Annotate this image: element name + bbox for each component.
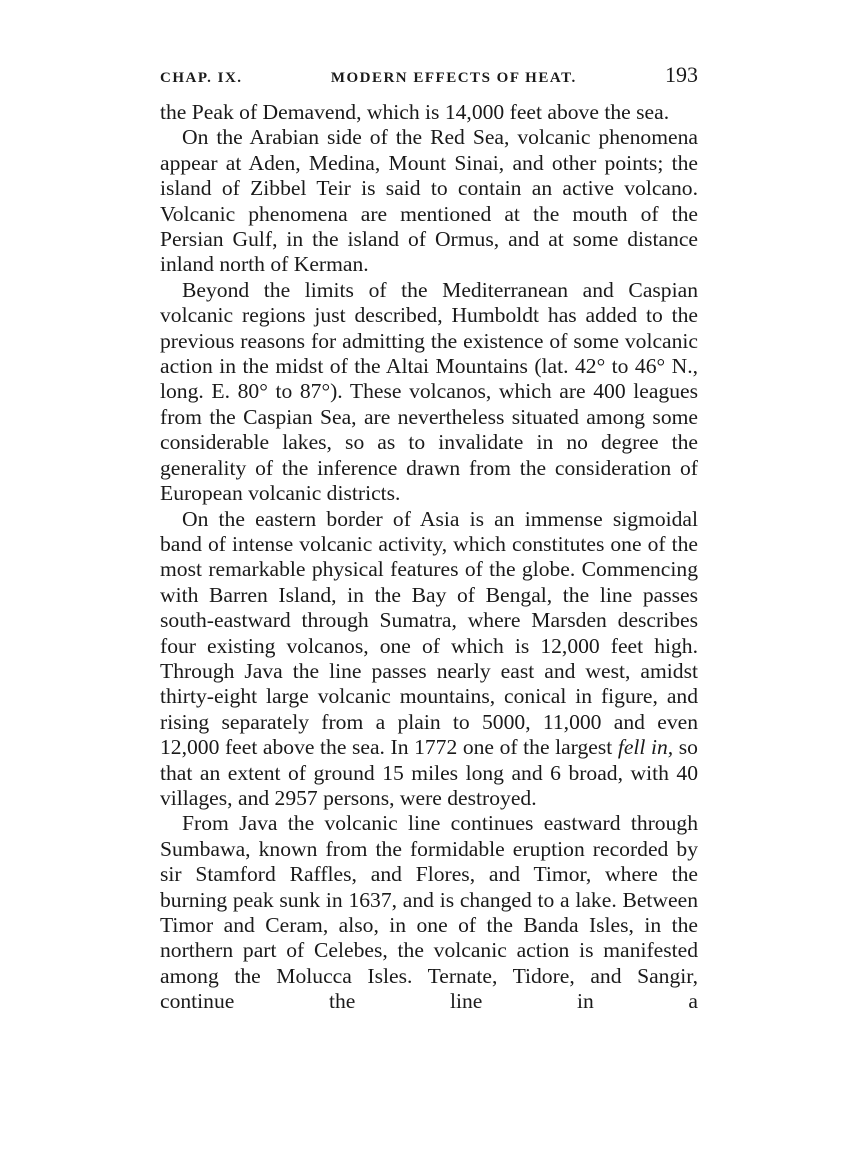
paragraph <box>160 125 698 277</box>
text-run: On the eastern border of Asia is an immense sigmoidal band of intense volcanic activity, which constitutes one of the most remarkable physical features of the globe. Commencing with Barren Island, in the Bay of Bengal, the line passes south-eastward through Sumatra, where Marsden describes four existing volcanos, one of which is 12,000 feet high. Through Java the line passes nearly east and west, amidst thirty-eight large volcanic mountains, conical in figure, and rising separately from a plain to 5000, 11,000 and even 12,000 feet above the sea. In 1772 one of the largest <box>160 506 698 760</box>
body-text <box>160 100 698 1015</box>
chapter-number: CHAP. IX. <box>160 70 243 86</box>
text-run: so that an extent of ground 15 miles long and 6 broad, with 40 villages, and 2957 persons, were destroyed. <box>160 735 698 810</box>
text-run: the Peak of Demavend, which is 14,000 feet above the sea. <box>160 100 670 124</box>
text-run: On the Arabian side of the Red Sea, volcanic phenomena appear at Aden, Medina, Mount Sinai, and other points; the island of Zibbel Teir is said to contain an active volcano. Volcanic phenomena are mentioned at the mouth of the Persian Gulf, in the island of Ormus, and at some distance inland north of Kerman. <box>160 125 698 277</box>
running-title: MODERN EFFECTS OF HEAT. <box>330 70 577 86</box>
running-head <box>160 62 698 92</box>
italic-text-run: fell in, <box>617 735 674 760</box>
paragraph <box>160 507 698 812</box>
paragraph <box>160 811 698 1014</box>
book-page <box>160 62 698 1015</box>
page-number: 193 <box>664 62 698 87</box>
paragraph <box>160 100 698 125</box>
text-run: From Java the volcanic line continues eastward through Sumbawa, known from the formidable eruption recorded by sir Stamford Raffles, and Flores, and Timor, where the burning peak sunk in 1637, and is changed to a lake. Between Timor and Ceram, also, in one of the Banda Isles, in the northern part of Celebes, the volcanic action is manifested among the Molucca Isles. Ternate, Tidore, and Sangir, continue the line in a <box>160 811 698 1014</box>
text-run: Beyond the limits of the Mediterranean and Caspian volcanic regions just described, Humboldt has added to the previous reasons for admitting the existence of some volcanic action in the midst of the Altai Mountains (lat. 42° to 46° N., long. E. 80° to 87°). These volcanos, which are 400 leagues from the Caspian Sea, are nevertheless situated among some considerable lakes, so as to invalidate in no degree the generality of the inference drawn from the consideration of European volcanic districts. <box>160 277 698 506</box>
paragraph <box>160 278 698 507</box>
